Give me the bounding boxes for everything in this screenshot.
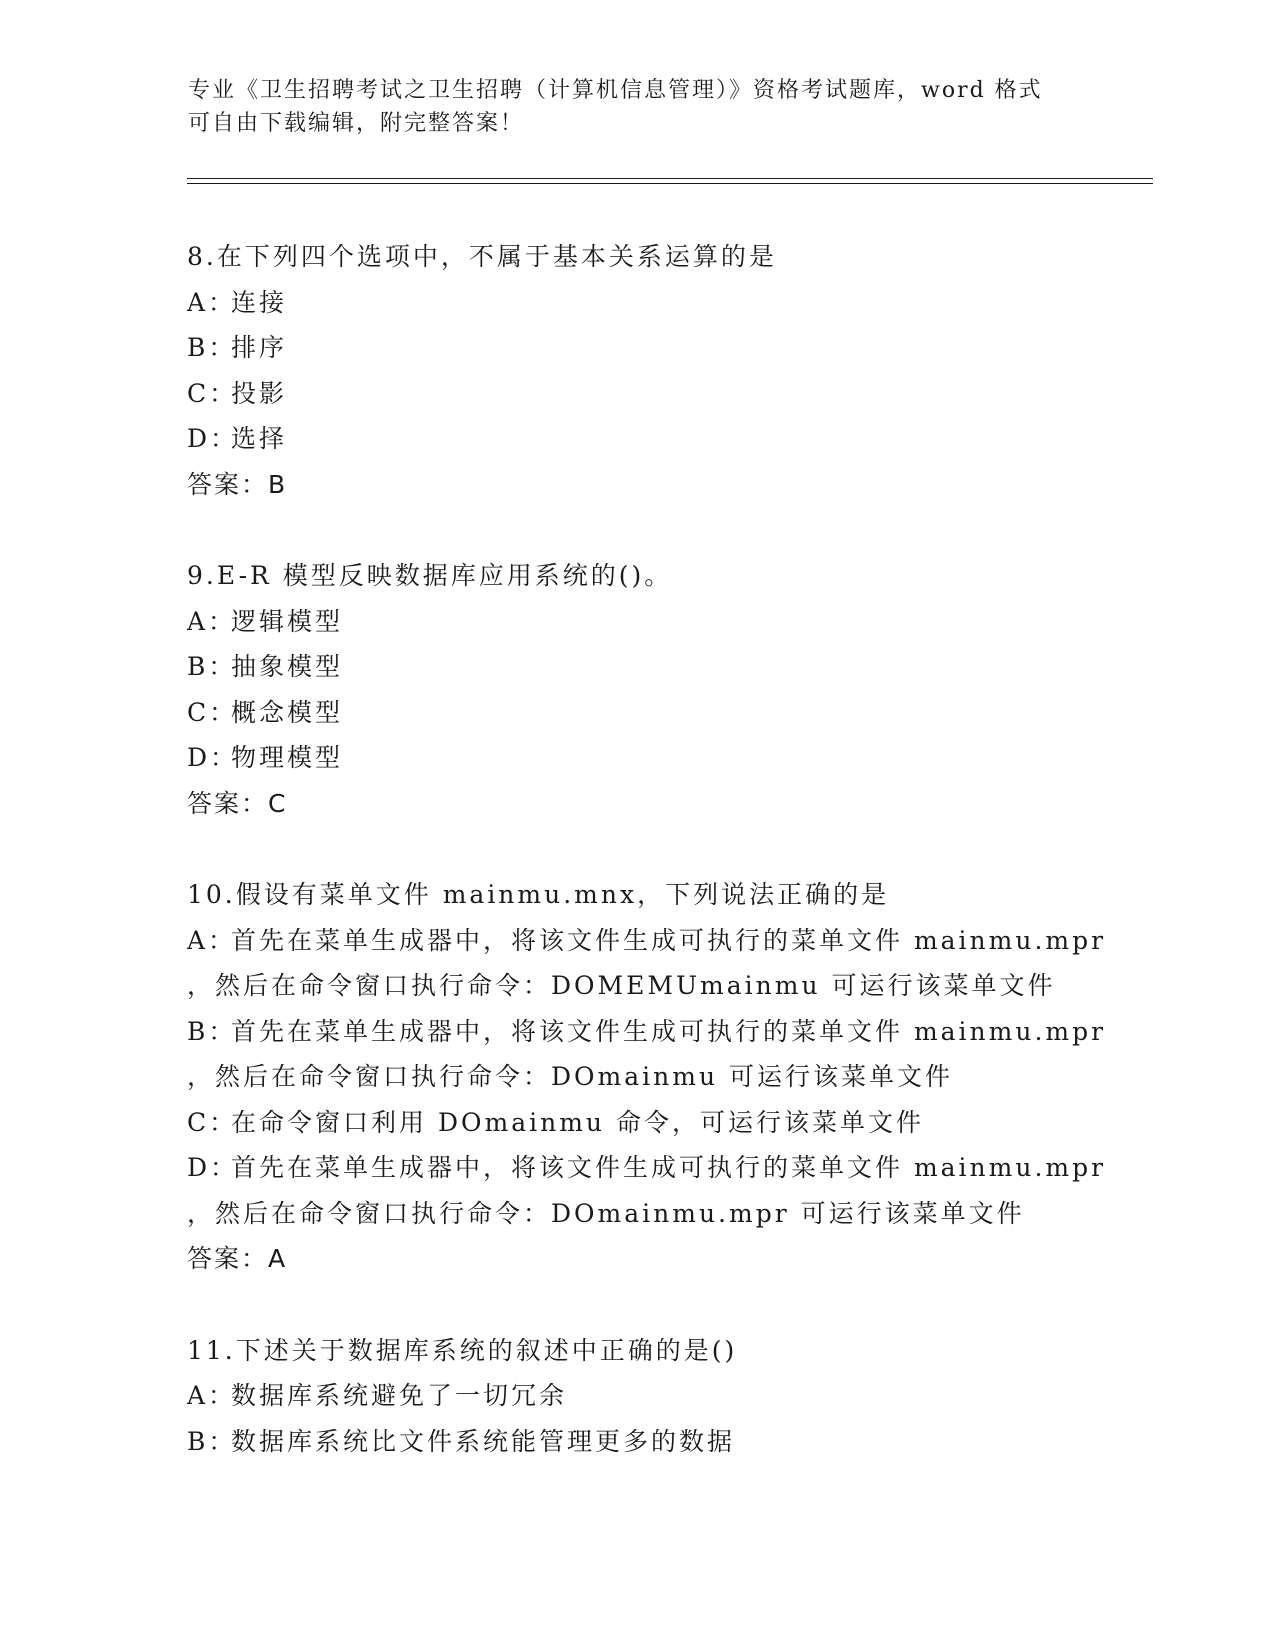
option-text: 数据库系统避免了一切冗余 — [231, 1381, 568, 1410]
header-divider-top — [187, 178, 1153, 179]
option-text: ，然后在命令窗口执行命令：DOMEMUmainmu 可运行该菜单文件 — [187, 971, 1056, 1000]
option-key: B： — [187, 652, 237, 681]
option-text: 首先在菜单生成器中，将该文件生成可执行的菜单文件 mainmu.mpr — [231, 1153, 1107, 1182]
option-line — [187, 735, 1187, 781]
option-text: 物理模型 — [231, 743, 344, 772]
option-line — [187, 599, 1187, 645]
option-line — [187, 644, 1187, 690]
option-text: 数据库系统比文件系统能管理更多的数据 — [231, 1426, 736, 1456]
question-stem: 11.下述关于数据库系统的叙述中正确的是() — [187, 1335, 738, 1365]
option-key: C： — [187, 1107, 238, 1137]
option-key: A： — [187, 287, 237, 317]
answer-text: 答案：A — [187, 1244, 288, 1273]
option-key: B： — [187, 333, 237, 362]
option-key: B： — [187, 1016, 237, 1046]
option-line — [187, 371, 1187, 417]
option-line — [187, 416, 1187, 462]
option-text: 排序 — [231, 333, 288, 362]
option-line — [187, 1100, 1187, 1146]
option-line — [187, 690, 1187, 736]
option-line — [187, 280, 1187, 326]
option-line — [187, 1054, 1187, 1100]
option-text: 首先在菜单生成器中，将该文件生成可执行的菜单文件 mainmu.mpr — [231, 1016, 1107, 1046]
option-key: C： — [187, 378, 238, 408]
answer-text: 答案：B — [187, 469, 288, 499]
option-text: 连接 — [231, 287, 288, 317]
option-text: 首先在菜单生成器中，将该文件生成可执行的菜单文件 mainmu.mpr — [231, 925, 1107, 955]
option-text: 抽象模型 — [231, 652, 344, 681]
option-line — [187, 1009, 1187, 1055]
option-line — [187, 918, 1187, 964]
question-stem: 10.假设有菜单文件 mainmu.mnx，下列说法正确的是 — [187, 880, 890, 909]
document-header — [188, 74, 1088, 140]
option-key: A： — [187, 1381, 237, 1410]
option-line — [187, 1145, 1187, 1191]
question-block — [187, 1328, 1187, 1465]
header-title-line-2: 可自由下载编辑，附完整答案！ — [188, 111, 525, 136]
question-block — [187, 872, 1187, 1282]
option-text: 逻辑模型 — [231, 606, 344, 636]
question-block — [187, 553, 1187, 826]
answer-text: 答案：C — [187, 788, 288, 818]
question-block — [187, 234, 1187, 507]
header-divider-bottom — [187, 183, 1153, 184]
option-key: B： — [187, 1426, 237, 1456]
option-key: A： — [187, 925, 237, 955]
option-line — [187, 1419, 1187, 1465]
option-text: 在命令窗口利用 DOmainmu 命令，可运行该菜单文件 — [231, 1107, 924, 1137]
question-list — [187, 234, 1187, 1510]
option-line — [187, 1373, 1187, 1419]
option-key: A： — [187, 606, 237, 636]
header-title-line-1: 专业《卫生招聘考试之卫生招聘（计算机信息管理）》资格考试题库，word 格式 — [188, 78, 1043, 103]
option-key: D： — [187, 424, 239, 453]
option-key: C： — [187, 697, 238, 727]
option-line — [187, 963, 1187, 1009]
question-stem: 9.E-R 模型反映数据库应用系统的()。 — [187, 561, 673, 590]
option-text: ，然后在命令窗口执行命令：DOmainmu.mpr 可运行该菜单文件 — [187, 1198, 1025, 1228]
option-line — [187, 325, 1187, 371]
option-key: D： — [187, 1153, 239, 1182]
option-key: D： — [187, 743, 239, 772]
question-stem: 8.在下列四个选项中，不属于基本关系运算的是 — [187, 242, 777, 271]
option-text: 概念模型 — [231, 697, 344, 727]
option-text: ，然后在命令窗口执行命令：DOmainmu 可运行该菜单文件 — [187, 1062, 954, 1091]
option-line — [187, 1191, 1187, 1237]
option-text: 投影 — [231, 378, 288, 408]
option-text: 选择 — [231, 424, 288, 453]
